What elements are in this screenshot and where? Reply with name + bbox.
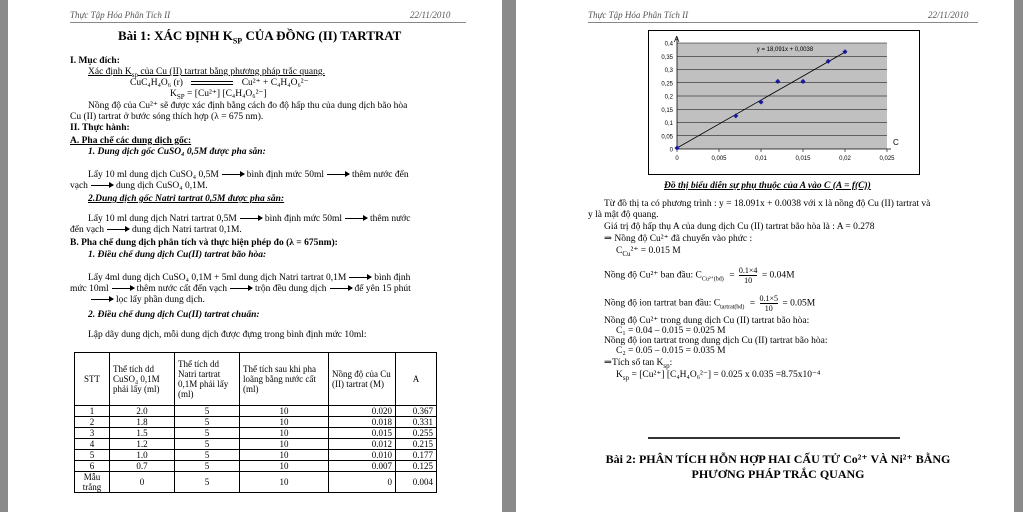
table-row <box>75 406 437 417</box>
table-cell: 0.177 <box>396 450 437 461</box>
a2-line2: đến vạch dung dịch Natri tartrat 0,1M. <box>70 225 242 235</box>
table-cell: 1.8 <box>110 417 175 428</box>
table-cell: 1.2 <box>110 439 175 450</box>
table-cell: 5 <box>175 428 240 439</box>
purpose-para-line2: Cu (II) tartrat ở bước sóng thích hợp (λ = 675 nm). <box>70 112 264 122</box>
chart-caption: Đồ thị biểu diễn sự phụ thuộc của A vào C (A = f(C)) <box>664 181 871 191</box>
y-tick-label: 0,3 <box>664 68 673 74</box>
x-tick-label: 0,015 <box>795 156 811 162</box>
table-cell: 5 <box>175 472 240 493</box>
y-tick-label: 0,1 <box>664 121 673 127</box>
result-line7: Nồng độ ion tartrat ban đầu: $C_{tartrat(bd)}$ = $\frac{0.1\times 5}{10}$ = 0.05M <box>604 294 816 313</box>
table-header-row <box>75 353 437 406</box>
y-tick-label: 0,35 <box>661 54 673 61</box>
section-b-heading: B. Pha chế dung dịch phân tích và thực hiện phép đo (λ = 675nm): <box>70 238 338 248</box>
page2-header-right: 22/11/2010 <box>928 10 969 20</box>
y-tick-label: 0,15 <box>661 107 673 114</box>
y-tick-label: 0 <box>669 147 673 154</box>
header-rule <box>588 22 978 23</box>
table-cell: 0.020 <box>329 406 396 417</box>
table-cell: 3 <box>75 428 110 439</box>
table-header-cell: A <box>396 353 437 406</box>
table-row <box>75 417 437 428</box>
page2-header-left: Thực Tập Hóa Phân Tích II <box>588 10 689 20</box>
table-cell: 10 <box>240 472 329 493</box>
y-tick-label: 0,25 <box>661 81 673 88</box>
table-cell: 1.0 <box>110 450 175 461</box>
table-row <box>75 461 437 472</box>
document-page-2 <box>516 0 1014 512</box>
b1-line3: lọc lấy phần dung dịch. <box>88 295 205 306</box>
table-cell: 10 <box>240 428 329 439</box>
calibration-chart <box>648 30 920 175</box>
b2-text: Lập dãy dung dịch, mỗi dung dịch được đựng trong bình định mức 10ml: <box>88 330 367 340</box>
equilibrium-arrow <box>191 80 233 86</box>
table-cell: 2.0 <box>110 406 175 417</box>
table-cell: 0.018 <box>329 417 396 428</box>
table-cell: 4 <box>75 439 110 450</box>
table-cell: 1.5 <box>110 428 175 439</box>
table-cell: 5 <box>175 461 240 472</box>
b1-line1: Lấy 4ml dung dịch CuSO₄ 0,1M + 5ml dung dịch Natri tartrat 0,1M bình định <box>88 273 411 283</box>
table-cell: 5 <box>175 439 240 450</box>
y-axis-label: A <box>674 35 680 44</box>
result-line9: C₁ = 0.04 – 0.015 = 0.025 M <box>616 326 726 336</box>
table-cell: 10 <box>240 406 329 417</box>
table-cell: 0.215 <box>396 439 437 450</box>
x-tick-label: 0,01 <box>755 156 767 162</box>
section-a-heading: A. Pha chế các dung dịch gốc: <box>70 136 192 146</box>
table-cell: 10 <box>240 439 329 450</box>
equilibrium-equation: CuC₄H₄O₆ (r) Cu²⁺ + C₄H₄O₆²⁻ <box>130 78 309 88</box>
trendline-equation: y = 18,091x + 0,0038 <box>756 46 814 53</box>
ksp-expression: $K_{SP} = [Cu^{2+}]$ [C₄H₄O₆²⁻] <box>170 89 267 101</box>
y-tick-label: 0,2 <box>664 94 673 101</box>
table-cell: 5 <box>175 450 240 461</box>
document-page-1 <box>8 0 502 512</box>
table-header-cell: Nồng độ của Cu (II) tartrat (M) <box>329 353 396 406</box>
section-purpose-heading: I. Mục đích: <box>70 56 120 66</box>
table-cell: 0.015 <box>329 428 396 439</box>
page1-header-right: 22/11/2010 <box>410 10 451 20</box>
standards-table <box>74 352 437 493</box>
table-cell: 5 <box>75 450 110 461</box>
x-tick-label: 0,005 <box>711 156 727 162</box>
result-line10: Nồng độ ion tartrat trong dung dịch Cu (II) tartrat bão hòa: <box>604 336 828 346</box>
table-cell: 10 <box>240 450 329 461</box>
lesson2-title-line2: PHƯƠNG PHÁP TRẮC QUANG <box>691 467 865 481</box>
section-practice-heading: II. Thực hành: <box>70 123 130 133</box>
table-row <box>75 439 437 450</box>
table-row <box>75 450 437 461</box>
result-line6: Nồng độ Cu²⁺ ban đầu: $C_{Cu^{2+}(bd)}$ = $\frac{0.1\times 4}{10}$ = 0.04M <box>604 266 795 285</box>
table-cell: 0.125 <box>396 461 437 472</box>
table-cell: 0.004 <box>396 472 437 493</box>
table-cell: 0 <box>329 472 396 493</box>
a1-line1: Lấy 10 ml dung dịch CuSO₄ 0,5M bình định mức 50ml thêm nước đến <box>88 170 409 180</box>
a1-line2: vạch dung dịch CuSO₄ 0,1M. <box>70 181 208 191</box>
result-line4: ⇒ Nồng độ Cu²⁺ đã chuyển vào phức : <box>604 234 753 244</box>
table-cell: 0.255 <box>396 428 437 439</box>
table-row <box>75 472 437 493</box>
y-tick-label: 0,05 <box>661 134 673 141</box>
table-cell: 10 <box>240 461 329 472</box>
lesson2-title-line1: Bài 2: PHÂN TÍCH HỖN HỢP HAI CẤU TỬ Co²⁺ VÀ Ni²⁺ BẰNG <box>605 452 951 466</box>
result-line5: $C_{Cu}^{2+} = 0.015$ M <box>616 246 681 258</box>
section-b2-heading: 2. Điều chế dung dịch Cu(II) tartrat chuẩn: <box>88 310 260 320</box>
result-line8: Nồng độ Cu²⁺ trong dung dịch Cu (II) tartrat bão hòa: <box>604 316 810 326</box>
table-header-cell: STT <box>75 353 110 406</box>
calibration-chart-svg <box>649 31 919 174</box>
table-cell: 2 <box>75 417 110 428</box>
page1-header-left: Thực Tập Hóa Phân Tích II <box>70 10 171 20</box>
result-line11: C₂ = 0.05 – 0.015 = 0.035 M <box>616 346 726 356</box>
result-line2: y là mật độ quang. <box>588 210 659 220</box>
x-tick-label: 0,02 <box>839 156 851 162</box>
x-axis-label: C <box>893 138 899 147</box>
b1-line2: mức 10ml thêm nước cất đến vạch trộn đều dung dịch để yên 15 phút <box>70 284 411 294</box>
table-cell: 10 <box>240 417 329 428</box>
page-title: Bài 1: XÁC ĐỊNH $K_{SP}$ CỦA ĐỒNG (II) TARTRAT <box>118 28 402 46</box>
table-cell: Mẫu trắng <box>75 472 110 493</box>
section-a2-heading: 2.Dung dịch gốc Natri tartrat 0,5M được pha sẵn: <box>88 194 285 204</box>
table-header-cell: Thể tích dd CuSO₄ 0,1M phải lấy (ml) <box>110 353 175 406</box>
table-cell: 1 <box>75 406 110 417</box>
fraction: $\frac{0.1\times 5}{10}$ <box>759 294 779 313</box>
purpose-text: Xác định $K_{sp}$ của Cu (II) tartrat bằng phương pháp trắc quang. <box>88 67 325 79</box>
x-tick-label: 0 <box>675 156 679 162</box>
y-tick-label: 0,4 <box>664 41 673 48</box>
result-line13: $K_{sp} = [Cu^{2+}] [C_4H_4O_6^{2-}] = 0.025$ x 0.035 =8.75x10⁻⁴ <box>616 370 821 382</box>
table-cell: 0.012 <box>329 439 396 450</box>
table-header-cell: Thể tích dd Natri tartrat 0,1M phải lấy (ml) <box>175 353 240 406</box>
section-b1-heading: 1. Điều chế dung dịch Cu(II) tartrat bão hòa: <box>88 250 267 260</box>
table-cell: 5 <box>175 406 240 417</box>
header-rule <box>70 22 466 23</box>
result-line12: ⇒Tích số $\tan K_{sp}$: <box>604 358 673 370</box>
table-header-cell: Thể tích sau khi pha loãng bằng nước cất (ml) <box>240 353 329 406</box>
table-cell: 0.367 <box>396 406 437 417</box>
table-cell: 0.331 <box>396 417 437 428</box>
a2-line1: Lấy 10 ml dung dịch Natri tartrat 0,5M bình định mức 50ml thêm nước <box>88 214 411 224</box>
purpose-para-line1: Nồng độ của Cu²⁺ sẽ được xác định bằng cách đo độ hấp thu của dung dịch bão hòa <box>88 101 408 111</box>
table-cell: 6 <box>75 461 110 472</box>
table-cell: 0 <box>110 472 175 493</box>
result-line3: Giá trị độ hấp thụ A của dung dịch Cu (II) tartrat bão hòa là : A = 0.278 <box>604 222 875 232</box>
section-separator <box>648 437 900 439</box>
table-cell: 0.7 <box>110 461 175 472</box>
table-cell: 0.010 <box>329 450 396 461</box>
table-cell: 0.007 <box>329 461 396 472</box>
table-cell: 5 <box>175 417 240 428</box>
result-line1: Từ đồ thị ta có phương trình : y = 18.091x + 0.0038 với x là nồng độ Cu (II) tartrat và <box>604 199 931 209</box>
fraction: $\frac{0.1\times 4}{10}$ <box>738 266 758 285</box>
x-tick-label: 0,025 <box>879 156 895 162</box>
table-row <box>75 428 437 439</box>
section-a1-heading: 1. Dung dịch gốc CuSO₄ 0,5M được pha sẵn: <box>88 147 266 157</box>
